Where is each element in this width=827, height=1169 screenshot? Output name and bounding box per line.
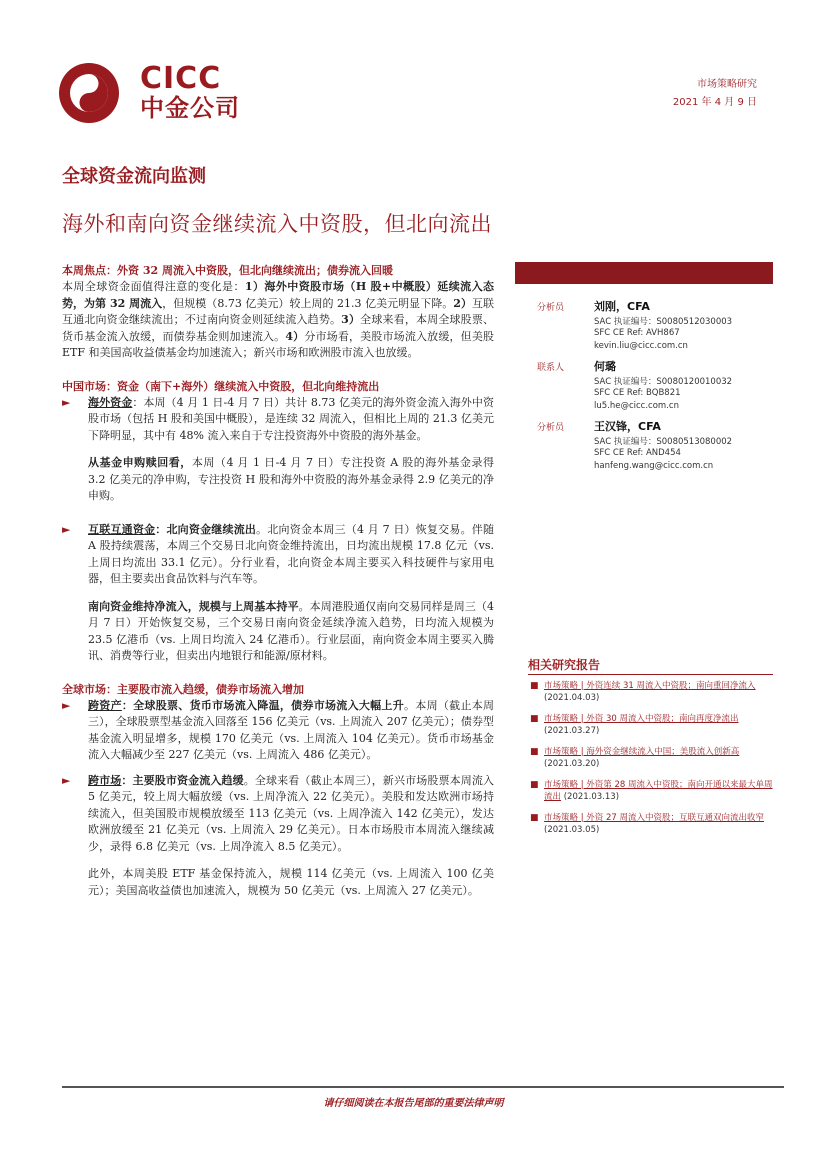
panel-header-bar	[515, 262, 773, 284]
focus-text-4: 全球来看，本周全球股票、货币基金流入放缓，而债券基金则加速流入。	[62, 313, 495, 343]
logo-text-en: CICC	[140, 61, 222, 96]
related-report-date: (2021.03.27)	[544, 726, 600, 736]
related-report-link[interactable]: 市场策略 | 外资第 28 周流入中资股；南向开通以来最大单周流出	[544, 780, 773, 802]
sub-paragraph-fund-flows	[62, 455, 494, 505]
sub-bold: 南向资金维持净流入，规模与上周基本持平	[88, 599, 299, 613]
bullet-overseas-funds	[62, 395, 494, 445]
bullet-text: 。北向资金本周三（4 月 7 日）恢复交易。伴随 A 股持续震荡，本周三个交易日北向资金维持流出，日均流出规模 17.8 亿元（vs. 上周日均流出 33.1 亿元）。分行业看，北向资金本周主要买入科技硬件与家用电器，但主要卖出食品饮料与汽车等。	[88, 522, 494, 585]
related-report-date: (2021.04.03)	[544, 693, 600, 703]
bullet-cross-asset	[62, 698, 494, 764]
related-report-link[interactable]: 市场策略 | 海外资金继续流入中国；美股流入创新高	[544, 747, 740, 757]
bullet-label: 海外资金	[88, 395, 133, 409]
bullet-cross-market	[62, 773, 494, 856]
section-heading-focus: 本周焦点：外资 32 周流入中资股，但北向继续流出；债券流入回暖	[62, 264, 393, 277]
focus-bold-3: 3）	[341, 313, 361, 326]
focus-text-5: 分市场看，美股市场流入放缓，但美股 ETF 和美国高收益债基金均加速流入；新兴市场和欧洲股市流入也放缓。	[62, 329, 495, 359]
sub-text: 本周（4 月 1 日-4 月 7 日）专注投资 A 股的海外基金录得 3.2 亿美元的净申购，专注投资 H 股和海外中资股的海外基金录得 2.9 亿美元的净申购。	[88, 456, 494, 502]
related-report-link[interactable]: 市场策略 | 外资 27 周流入中资股；互联互通双向流出收窄	[544, 813, 764, 823]
square-bullet-icon: ■	[530, 681, 539, 691]
analyst-card	[515, 418, 773, 478]
report-date: 2021 年 4 月 9 日	[672, 97, 757, 108]
related-report-item	[528, 812, 773, 836]
header-meta	[673, 76, 757, 112]
related-report-date: (2021.03.20)	[544, 759, 600, 769]
analyst-email[interactable]: kevin.liu@cicc.com.cn	[594, 341, 688, 351]
related-reports-heading: 相关研究报告	[528, 658, 601, 672]
cicc-logo-mark-icon	[58, 62, 120, 124]
series-title: 全球资金流向监测	[62, 166, 206, 187]
related-report-link[interactable]: 市场策略 | 外资连续 31 周流入中资股；南向重回净流入	[544, 681, 756, 691]
related-report-link[interactable]: 市场策略 | 外资 30 周流入中资股；南向再度净流出	[544, 714, 739, 724]
triangle-bullet-icon: ►	[62, 522, 71, 536]
bullet-label: 互联互通资金	[88, 522, 156, 536]
analyst-email[interactable]: lu5.he@cicc.com.cn	[594, 401, 679, 411]
bullet-label: 跨市场	[88, 773, 122, 787]
report-category: 市场策略研究	[697, 79, 757, 90]
analyst-role: 联系人	[537, 363, 565, 373]
analyst-sfc: SFC CE Ref: BQB821	[594, 388, 681, 398]
bullet-bold: ：全球股票、货币市场流入降温，债券市场流入大幅上升	[121, 698, 405, 712]
analyst-name: 何璐	[594, 360, 616, 373]
related-report-item	[528, 713, 773, 737]
related-report-item	[528, 779, 773, 803]
sub-paragraph-etf: 此外，本周美股 ETF 基金保持流入，规模 114 亿美元（vs. 上周流入 100 亿美元）；美国高收益债也加速流入，规模为 50 亿美元（vs. 上周流入 27 亿美元）。	[88, 867, 494, 897]
analyst-sac: SAC 执证编号：S0080512030003	[594, 317, 733, 327]
related-report-date: (2021.03.05)	[544, 825, 600, 835]
related-report-date: (2021.03.13)	[563, 792, 620, 802]
triangle-bullet-icon: ►	[62, 698, 71, 712]
bullet-text: ：本周（4 月 1 日-4 月 7 日）共计 8.73 亿美元的海外资金流入海外中资股市场（包括 H 股和美国中概股），是连续 32 周流入，但相比上周的 21.3 亿美元下降明显，其中有 48% 流入来自于专注投资海外中资股的海外基金。	[88, 395, 494, 442]
sub-paragraph-southbound	[62, 599, 494, 665]
analyst-role: 分析员	[537, 303, 565, 313]
related-report-item	[528, 746, 773, 770]
focus-bold-4: 4）	[285, 329, 305, 343]
bullet-label: 跨资产	[88, 698, 122, 712]
square-bullet-icon: ■	[530, 714, 539, 724]
analyst-sfc: SFC CE Ref: AND454	[594, 448, 681, 458]
footer-divider	[62, 1086, 784, 1088]
focus-bold-1: 1）海外中资股市场（H 股+中概股）延续流入态势，为第 32 周流入	[62, 280, 495, 310]
focus-text-3: 互联互通北向资金继续流出；不过南向资金则延续流入趋势。	[62, 296, 495, 326]
focus-text-2: ，但规模（8.73 亿美元）较上周的 21.3 亿美元明显下降。	[162, 296, 454, 310]
analyst-card	[515, 358, 773, 418]
main-content	[62, 262, 494, 899]
sub-bold: 从基金申购赎回看，	[88, 456, 192, 469]
bullet-text: 。本周（截止本周三），全球股票型基金流入回落至 156 亿美元（vs. 上周流入 207 亿美元）；债券型基金流入明显增多，规模 170 亿美元（vs. 上周流入 104 亿美元）。货币市场基金流入大幅减少至 227 亿美元（vs. 上周流入 486 亿美元）。	[88, 698, 495, 761]
legal-disclaimer-note: 请仔细阅读在本报告尾部的重要法律声明	[323, 1098, 504, 1109]
sub-text: 。本周港股通仅南向交易同样是周三（4 月 7 日）开始恢复交易，三个交易日南向资金延续净流入趋势，日均流入规模为 23.5 亿港币（vs. 上周日均流入 24 亿港币）。行业层面，南向资金本周主要买入腾讯、消费等行业，但卖出内地银行和能源/原材料。	[88, 599, 495, 662]
analyst-role: 分析员	[537, 423, 565, 433]
cicc-logo	[58, 60, 258, 124]
analyst-sac: SAC 执证编号：S0080120010032	[594, 377, 733, 387]
related-reports-list	[528, 680, 773, 845]
page-title: 海外和南向资金继续流入中资股，但北向流出	[62, 212, 492, 236]
analyst-sac: SAC 执证编号：S0080513080002	[594, 437, 733, 447]
focus-bold-2: 2）	[453, 296, 472, 310]
analyst-name: 刘刚，CFA	[594, 300, 650, 313]
square-bullet-icon: ■	[530, 747, 539, 757]
focus-text-1: 本周全球资金面值得注意的变化是：	[62, 280, 245, 293]
analyst-sfc: SFC CE Ref: AVH867	[594, 328, 680, 338]
section-heading-china: 中国市场：资金（南下+海外）继续流入中资股，但北向维持流出	[62, 379, 380, 393]
section-heading-global: 全球市场：主要股市流入趋缓，债券市场流入增加	[62, 682, 304, 696]
related-report-item	[528, 680, 773, 704]
square-bullet-icon: ■	[530, 780, 539, 790]
bullet-bold: ：北向资金继续流出	[155, 522, 257, 536]
bullet-bold: ：主要股市资金流入趋缓	[121, 773, 244, 787]
analyst-email[interactable]: hanfeng.wang@cicc.com.cn	[594, 461, 714, 471]
related-divider	[528, 674, 773, 675]
analyst-panel	[515, 262, 773, 478]
focus-paragraph	[62, 279, 494, 362]
square-bullet-icon: ■	[530, 813, 539, 823]
logo-text-cn: 中金公司	[140, 94, 240, 122]
analyst-name: 王汉锋，CFA	[594, 420, 661, 433]
analyst-card	[515, 298, 773, 358]
triangle-bullet-icon: ►	[62, 773, 71, 787]
triangle-bullet-icon: ►	[62, 395, 71, 409]
bullet-connect-funds	[62, 522, 494, 588]
bullet-text: 。全球来看（截止本周三），新兴市场股票本周流入 5 亿美元，较上周大幅放缓（vs. 上周净流入 22 亿美元）。美股和发达欧洲市场持续流入，但美国股市规模放缓至 113 亿美元（vs. 上周净流入 142 亿美元），发达欧洲放缓至 21 亿美元（vs. 上周流入 29 亿美元）。日本市场股市本周流入继续减少，录得 6.8 亿美元（vs. 上周净流入 8.5 亿美元）。	[88, 773, 494, 853]
